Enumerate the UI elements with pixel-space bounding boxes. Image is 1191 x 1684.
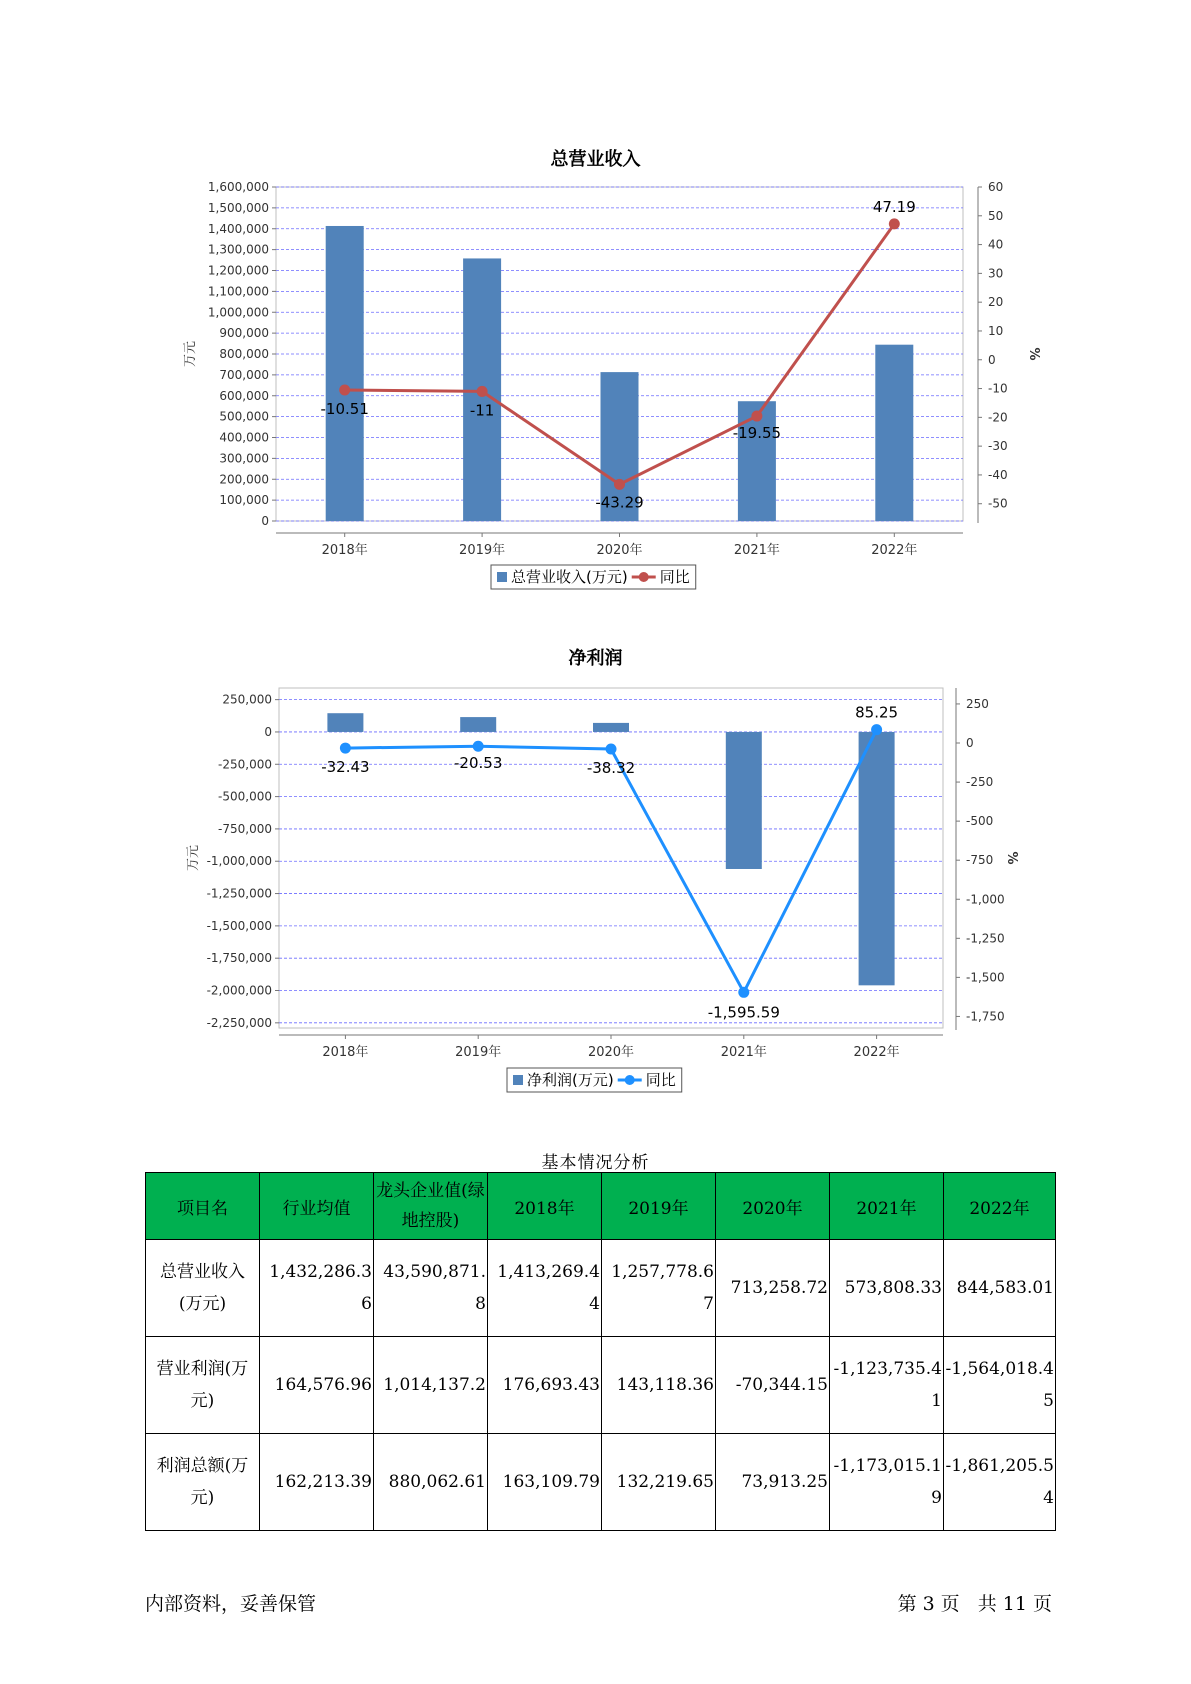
basic-analysis-table [145,1172,1056,1531]
table-cell: -70,344.15 [716,1337,830,1434]
x-tick-label: 2021年 [720,1045,767,1060]
bar [593,723,629,732]
x-tick-label: 2018年 [322,1045,369,1060]
y-right-tick-label: -10 [988,381,1008,396]
y-left-tick-label: 250,000 [222,692,272,707]
y-right-tick-label: -50 [988,496,1008,511]
y-left-tick-label: 1,300,000 [207,242,269,257]
bar [326,226,364,521]
y-left-axis-title: 万元 [186,844,201,872]
total-unit: 页 [1032,1593,1052,1615]
bar [327,713,363,732]
table-cell: 162,213.39 [260,1434,374,1531]
y-left-tick-label: 1,500,000 [207,200,269,215]
yoy-point [614,479,625,490]
y-right-axis-title: % [1026,347,1041,361]
header-2019: 2019年 [602,1173,716,1240]
table-row [146,1337,1056,1434]
header-2022: 2022年 [944,1173,1056,1240]
y-left-tick-label: -500,000 [218,789,272,804]
chart-title-revenue: 总营业收入 [550,149,641,170]
footer-confidential: 内部资料，妥善保管 [145,1593,317,1615]
y-left-tick-label: 1,600,000 [207,180,269,194]
y-right-tick-label: 250 [966,696,989,711]
y-right-axis-title: % [1004,851,1019,865]
y-left-tick-label: 100,000 [219,493,269,508]
y-left-tick-label: 400,000 [219,430,269,445]
page-unit: 页 [940,1593,960,1615]
yoy-data-label: -1,595.59 [707,1003,780,1022]
y-right-tick-label: -1,000 [966,892,1005,907]
legend-line-label: 同比 [645,1071,676,1089]
table-cell: 880,062.61 [374,1434,488,1531]
y-left-tick-label: 700,000 [219,367,269,382]
y-right-tick-label: 20 [988,295,1004,310]
y-right-tick-label: -1,500 [966,970,1005,985]
x-tick-label: 2020年 [596,543,643,558]
y-left-tick-label: 500,000 [219,409,269,424]
y-left-tick-label: -1,000,000 [206,854,272,869]
yoy-point [340,743,351,754]
yoy-data-label: 85.25 [855,703,899,722]
y-left-tick-label: -1,250,000 [206,886,272,901]
table-caption: 基本情况分析 [541,1153,650,1173]
table-cell: 1,014,137.2 [374,1337,488,1434]
y-right-tick-label: 60 [988,180,1004,194]
header-2018: 2018年 [488,1173,602,1240]
y-right-tick-label: 0 [988,352,996,367]
yoy-data-label: -19.55 [732,424,782,443]
y-left-tick-label: 900,000 [219,326,269,341]
legend-bar-label: 净利润(万元) [527,1071,614,1089]
y-left-tick-label: -250,000 [218,757,272,772]
table-cell: 573,808.33 [830,1240,944,1337]
y-left-axis-title: 万元 [183,340,198,368]
yoy-data-label: -43.29 [595,493,644,512]
y-left-tick-label: -1,500,000 [206,918,272,933]
bar [859,732,895,985]
table-cell: 1,257,778.67 [602,1240,716,1337]
table-cell: 176,693.43 [488,1337,602,1434]
table-row [146,1434,1056,1531]
table-cell: 1,432,286.36 [260,1240,374,1337]
page-number: 3 [922,1593,935,1615]
legend-line-marker [639,572,649,582]
yoy-data-label: -20.53 [454,754,503,773]
x-tick-label: 2019年 [459,543,506,558]
bar [726,732,762,869]
total-pages: 11 [1002,1593,1027,1615]
y-left-tick-label: -1,750,000 [206,951,272,966]
y-left-tick-label: -2,000,000 [206,983,272,998]
header-item-name: 项目名 [146,1173,260,1240]
yoy-point [738,987,749,998]
yoy-data-label: -11 [469,401,495,420]
yoy-point [477,386,488,397]
revenue-chart [0,0,1191,600]
y-left-tick-label: 600,000 [219,388,269,403]
y-left-tick-label: 1,200,000 [207,263,269,278]
yoy-point [871,724,882,735]
table-cell: 164,576.96 [260,1337,374,1434]
y-right-tick-label: -30 [988,439,1008,454]
bar [460,717,496,732]
legend-line-marker [625,1075,635,1085]
header-2020: 2020年 [716,1173,830,1240]
bar [875,345,913,521]
x-tick-label: 2022年 [853,1045,900,1060]
y-right-tick-label: -40 [988,467,1008,482]
x-tick-label: 2019年 [455,1045,502,1060]
y-left-tick-label: 200,000 [219,472,269,487]
yoy-data-label: -10.51 [320,400,369,419]
table-cell: 163,109.79 [488,1434,602,1531]
y-right-tick-label: 30 [988,266,1004,281]
x-tick-label: 2018年 [321,543,368,558]
table-row [146,1240,1056,1337]
y-right-tick-label: 0 [966,736,974,750]
row-label: 总营业收入(万元) [146,1240,260,1337]
header-leader-value: 龙头企业值(绿地控股) [374,1173,488,1240]
legend-bar-swatch [497,572,507,582]
legend-line-label: 同比 [659,568,690,586]
y-right-tick-label: -500 [966,814,994,829]
table-cell: 73,913.25 [716,1434,830,1531]
yoy-data-label: -38.32 [586,758,636,777]
table-cell: -1,123,735.41 [830,1337,944,1434]
total-prefix: 共 [977,1593,997,1615]
x-tick-label: 2021年 [733,543,780,558]
y-left-tick-label: 1,400,000 [207,221,269,236]
table-cell: 1,413,269.44 [488,1240,602,1337]
y-right-tick-label: 50 [988,208,1004,223]
y-right-tick-label: -1,750 [966,1009,1005,1024]
y-right-tick-label: -250 [966,775,994,790]
y-right-tick-label: 40 [988,237,1004,252]
y-left-tick-label: -2,250,000 [206,1015,272,1030]
row-label: 营业利润(万元) [146,1337,260,1434]
y-right-tick-label: -20 [988,410,1008,425]
y-right-tick-label: 10 [988,323,1004,338]
legend-bar-label: 总营业收入(万元) [511,568,628,586]
page-prefix: 第 [897,1593,917,1615]
y-left-tick-label: 0 [264,724,272,739]
header-2021: 2021年 [830,1173,944,1240]
y-left-tick-label: 300,000 [219,451,269,466]
yoy-point [606,743,617,754]
y-right-tick-label: -750 [966,853,994,868]
chart-title-net-profit: 净利润 [568,648,623,669]
y-left-tick-label: 1,000,000 [207,305,269,320]
yoy-point [339,385,350,396]
y-left-tick-label: 0 [261,514,269,528]
footer-page-info [895,1589,1055,1616]
table-cell: 844,583.01 [944,1240,1056,1337]
x-tick-label: 2020年 [587,1045,635,1060]
yoy-data-label: -32.43 [321,758,370,777]
y-left-tick-label: 800,000 [219,347,269,361]
row-label: 利润总额(万元) [146,1434,260,1531]
net-profit-chart [0,660,1191,1180]
yoy-point [751,411,762,422]
yoy-point [889,218,900,229]
table-cell: -1,861,205.54 [944,1434,1056,1531]
table-cell: -1,173,015.19 [830,1434,944,1531]
legend-bar-swatch [513,1075,523,1085]
table-cell: -1,564,018.45 [944,1337,1056,1434]
plot-area [279,688,943,1028]
table-header-row [146,1173,1056,1240]
table-cell: 43,590,871.8 [374,1240,488,1337]
y-left-tick-label: -750,000 [218,821,272,836]
header-industry-avg: 行业均值 [260,1173,374,1240]
table-cell: 132,219.65 [602,1434,716,1531]
yoy-data-label: 47.19 [872,197,916,216]
y-right-tick-label: -1,250 [966,931,1005,946]
table-cell: 143,118.36 [602,1337,716,1434]
table-cell: 713,258.72 [716,1240,830,1337]
y-left-tick-label: 1,100,000 [207,284,269,299]
x-tick-label: 2022年 [871,543,918,558]
yoy-point [473,741,484,752]
